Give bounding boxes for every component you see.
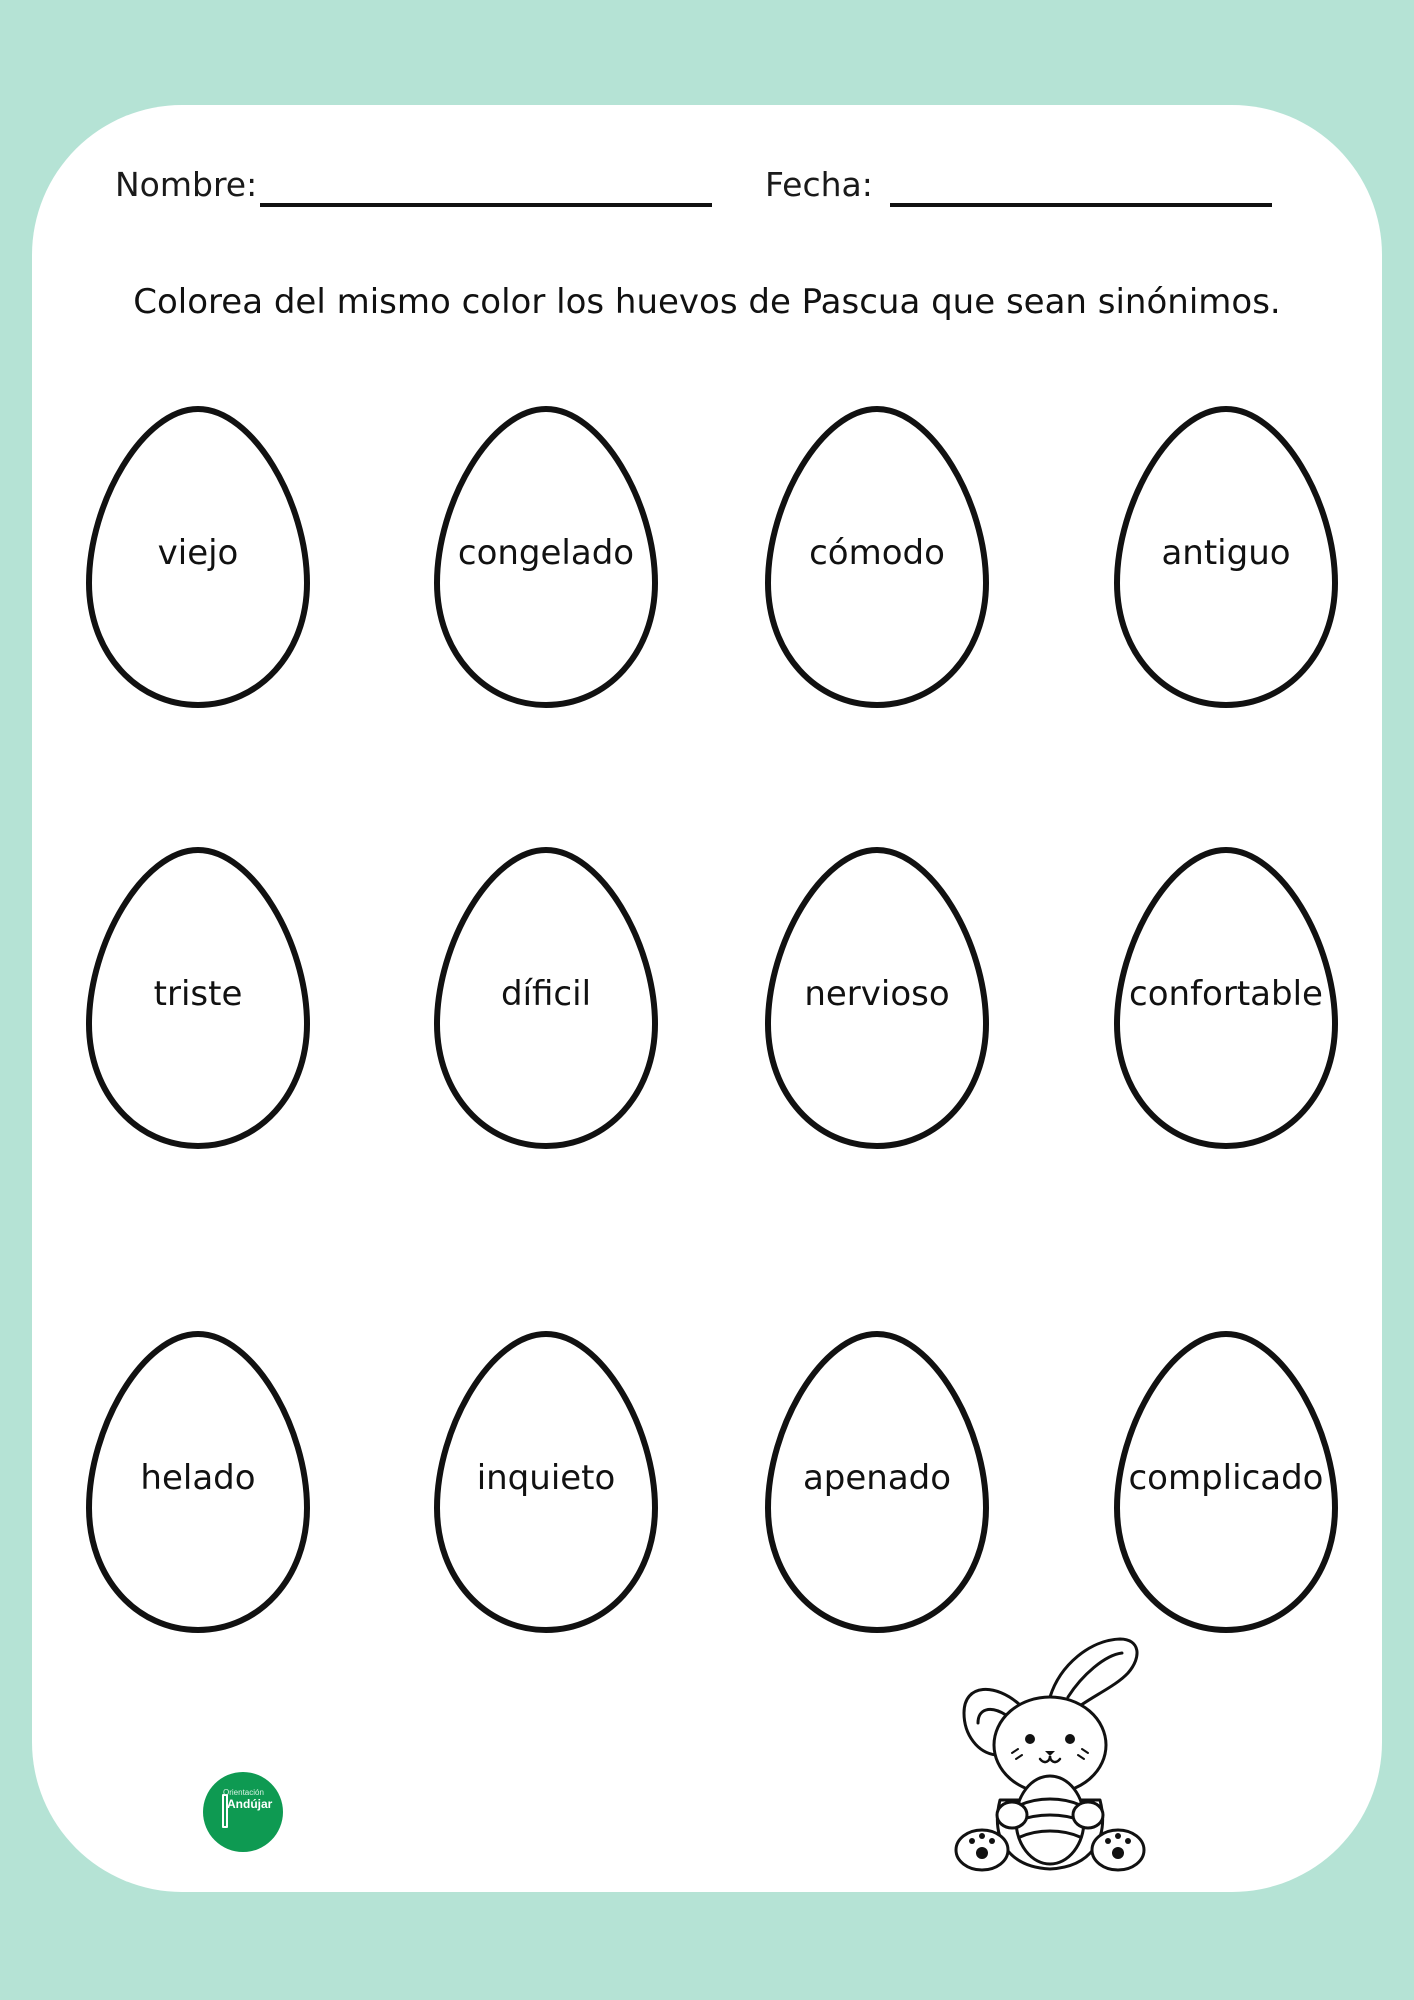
egg[interactable] (433, 1330, 659, 1634)
bunny-with-egg-illustration (950, 1635, 1150, 1885)
name-label: Nombre: (115, 165, 258, 204)
egg-word: viejo (157, 533, 239, 573)
egg-word: antiguo (1161, 533, 1291, 573)
egg-word: helado (140, 1458, 256, 1498)
egg-word: apenado (802, 1458, 952, 1498)
orientacion-andujar-logo (203, 1772, 283, 1852)
egg-word: nervioso (804, 974, 950, 1014)
egg-word: díficil (500, 974, 592, 1014)
egg[interactable] (764, 405, 990, 709)
egg[interactable] (85, 846, 311, 1150)
logo-line1: Orientación (223, 1788, 264, 1797)
egg-word: inquieto (476, 1458, 616, 1498)
egg[interactable] (764, 846, 990, 1150)
egg[interactable] (764, 1330, 990, 1634)
egg-word: complicado (1128, 1458, 1324, 1498)
egg[interactable] (85, 1330, 311, 1634)
egg-word: cómodo (809, 533, 945, 573)
name-input-line[interactable] (260, 203, 712, 207)
egg-word: triste (153, 974, 243, 1014)
egg[interactable] (1113, 846, 1339, 1150)
egg[interactable] (433, 405, 659, 709)
egg[interactable] (85, 405, 311, 709)
instruction-text: Colorea del mismo color los huevos de Pascua que sean sinónimos. (133, 282, 1281, 322)
egg[interactable] (1113, 405, 1339, 709)
egg[interactable] (433, 846, 659, 1150)
egg-word: congelado (457, 533, 635, 573)
date-input-line[interactable] (890, 203, 1272, 207)
logo-line2: Andújar (227, 1797, 273, 1811)
date-label: Fecha: (765, 165, 873, 204)
egg-word: confortable (1129, 974, 1323, 1014)
egg[interactable] (1113, 1330, 1339, 1634)
